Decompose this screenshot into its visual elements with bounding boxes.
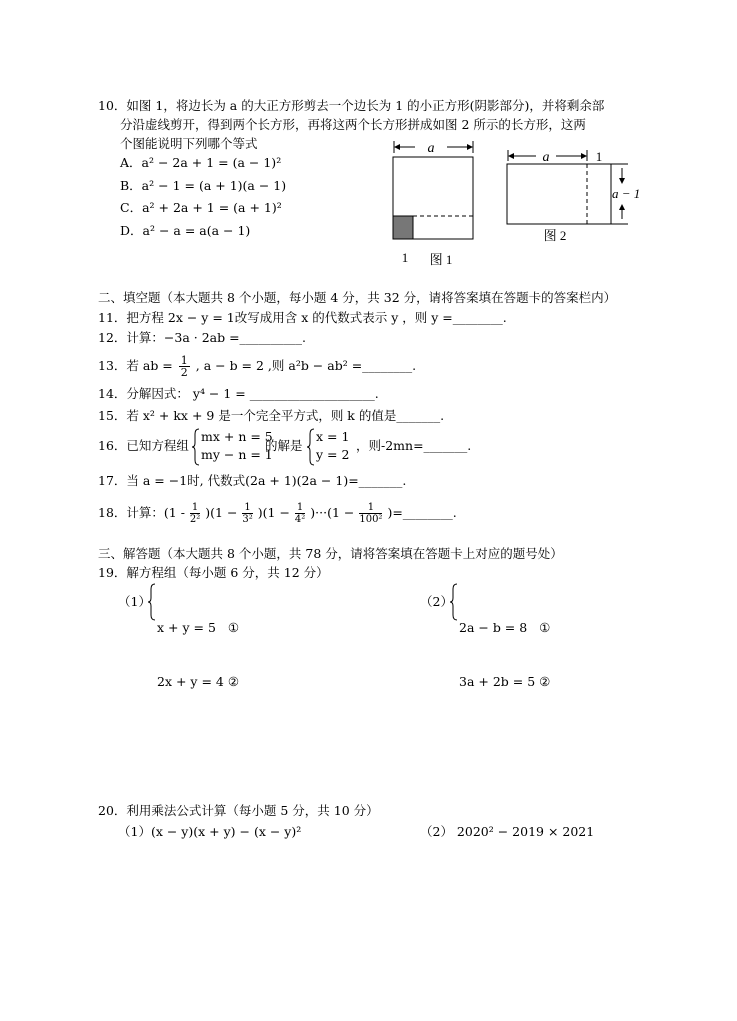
q16-suffix: ，则-2mn=_______. [356, 438, 472, 453]
q15: 15．若 x² + kx + 9 是一个完全平方式，则 k 的值是_______. [98, 408, 445, 423]
q10-stem-line3: 个图能说明下列哪个等式 [120, 136, 258, 151]
figure-1 [385, 138, 485, 273]
q18 [98, 502, 457, 525]
q18-suffix: )=________. [387, 505, 457, 520]
q16-eq2: my − n = 1 [201, 447, 273, 462]
fig2-top-right-label: 1 [595, 149, 603, 164]
q18-frac3-num: 1 [296, 502, 304, 513]
q16-sol2: y = 2 [316, 447, 350, 462]
q18-frac2-den: 3² [242, 514, 253, 525]
q13-frac-num: 1 [180, 354, 188, 367]
fig1-caption: 图 1 [429, 252, 453, 267]
q16-mid: 的解是 [265, 438, 303, 453]
q18-part-b: )(1 − [205, 505, 238, 520]
q13-prefix: 13．若 ab = [98, 358, 173, 373]
q19-part2-brace [450, 583, 458, 621]
q10-option-a: A．a² − 2a + 1 = (a − 1)² [120, 155, 282, 170]
q10-option-d: D．a² − a = a(a − 1) [120, 223, 251, 238]
q20-part1: （1）(x − y)(x + y) − (x − y)² [118, 824, 302, 839]
q18-part-d: )···(1 − [310, 505, 355, 520]
q16-brace-2 [307, 428, 315, 466]
q20: 20．利用乘法公式计算（每小题 5 分，共 10 分） [98, 803, 379, 818]
q12: 12．计算：−3a · 2ab =__________. [98, 330, 307, 345]
q18-frac3-den: 4² [294, 514, 306, 525]
q13-suffix: , a − b = 2 ,则 a²b − ab² =________. [195, 358, 417, 373]
q10-option-c: C．a² + 2a + 1 = (a + 1)² [120, 200, 282, 215]
q10-option-b: B．a² − 1 = (a + 1)(a − 1) [120, 178, 287, 193]
q16-prefix: 16．已知方程组 [98, 438, 189, 453]
q19-part1-label: （1） [118, 594, 151, 609]
q16-eq1: mx + n = 5 [201, 429, 273, 444]
q18-frac4 [359, 502, 382, 525]
q19-part2-label: （2） [420, 594, 453, 609]
q18-frac2 [242, 502, 252, 525]
q14: 14．分解因式： y⁴ − 1 = ____________________. [98, 386, 379, 401]
q10-stem-line2: 分沿虚线剪开，得到两个长方形，再将这两个长方形拼成如图 2 所示的长方形，这两 [120, 117, 586, 132]
fig1-shaded-square [393, 216, 413, 239]
q10-stem-line1: 10．如图 1，将边长为 a 的大正方形剪去一个边长为 1 的小正方形(阴影部分)，并将剩余部 [98, 98, 605, 113]
figure-2 [500, 145, 650, 245]
section2-header: 二、填空题（本大题共 8 个小题，每小题 4 分，共 32 分，请将答案填在答题卡的答案栏内） [98, 290, 617, 305]
q20-part2: （2） 2020² − 2019 × 2021 [420, 824, 595, 839]
section3-header: 三、解答题（本大题共 8 个小题，共 78 分，请将答案填在答题卡上对应的题号处） [98, 546, 563, 561]
fig2-side-label: a − 1 [612, 186, 641, 201]
q11: 11．把方程 2x − y = 1改写成用含 x 的代数式表示 y ，则 y =________. [98, 310, 507, 325]
q18-frac2-num: 1 [244, 502, 251, 513]
q16-sol1: x = 1 [316, 429, 350, 444]
q18-part-c: )(1 − [257, 505, 290, 520]
q18-frac4-den: 100² [359, 514, 383, 525]
q13 [98, 355, 416, 378]
fig2-top-label: a [542, 150, 550, 165]
fig1-bottom-label: 1 [401, 250, 409, 265]
q18-prefix: 18．计算：(1 - [98, 505, 185, 520]
q18-frac1-num: 1 [191, 502, 199, 513]
q19-part2-eq2: 3a + 2b = 5 ② [459, 674, 551, 689]
q13-fraction [179, 355, 190, 378]
fig2-caption: 图 2 [543, 228, 567, 243]
q19-part1-brace [148, 583, 156, 621]
q18-frac1-den: 2² [189, 514, 201, 525]
q19-part1-eq1: x + y = 5 ① [157, 620, 240, 635]
q19: 19．解方程组（每小题 6 分，共 12 分） [98, 565, 329, 580]
q18-frac3 [295, 502, 305, 525]
q13-frac-den: 2 [180, 366, 188, 379]
q18-frac4-num: 1 [359, 502, 382, 514]
fig1-top-label: a [427, 141, 435, 156]
q19-part2-eq1: 2a − b = 8 ① [459, 620, 551, 635]
q16-brace-1 [192, 428, 200, 466]
q19-part1-eq2: 2x + y = 4 ② [157, 674, 240, 689]
q17: 17．当 a = −1时, 代数式(2a + 1)(2a − 1)=_______. [98, 473, 407, 488]
q18-frac1 [190, 502, 200, 525]
